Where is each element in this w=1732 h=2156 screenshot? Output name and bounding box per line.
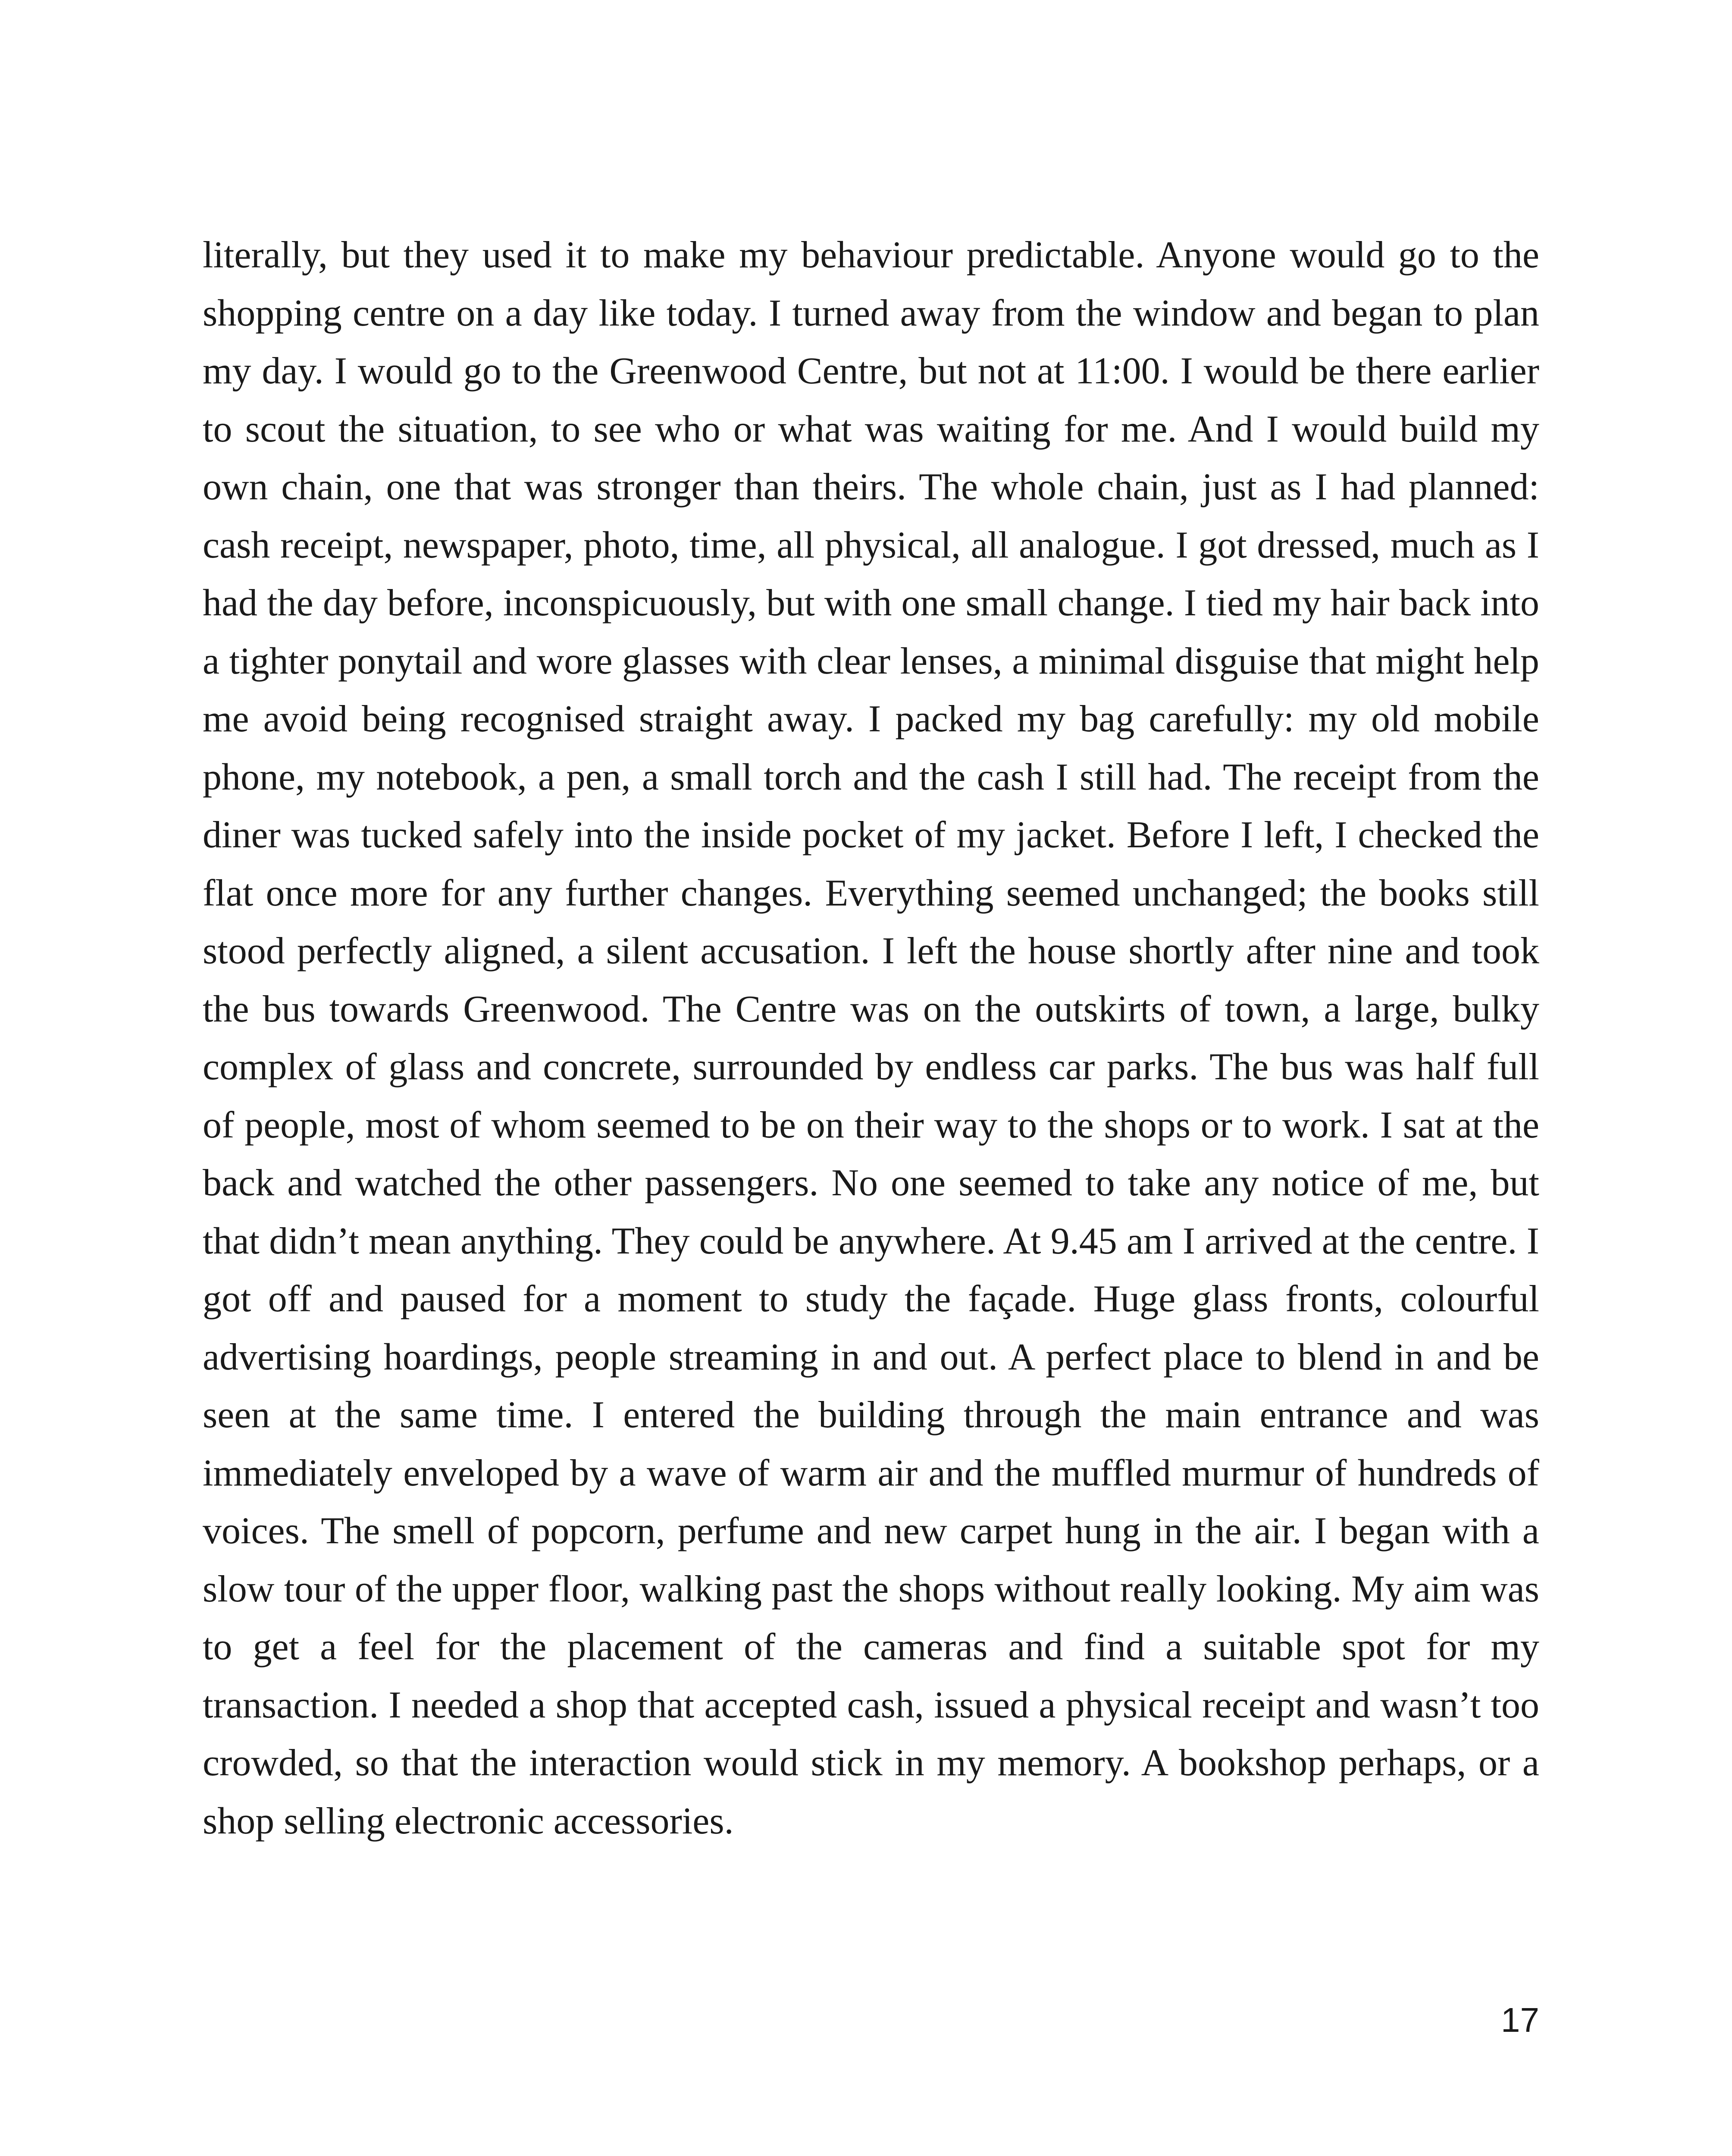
body-paragraph: literally, but they used it to make my behaviour predictable. Anyone would go to the shopping centre on a day like today. I turned away from the window and began to plan my day. I would go to the Greenwood Centre, but not at 11:00. I would be there earlier to scout the situation, to see who or what was waiting for me. And I would build my own chain, one that was stronger than theirs. The whole chain, just as I had planned: cash receipt, newspaper, photo, time, all physical, all analogue. I got dressed, much as I had the day before, inconspicuously, but with one small change. I tied my hair back into a tighter ponytail and wore glasses with clear lenses, a minimal disguise that might help me avoid being recognised straight away. I packed my bag carefully: my old mobile phone, my notebook, a pen, a small torch and the cash I still had. The receipt from the diner was tucked safely into the inside pocket of my jacket. Before I left, I checked the flat once more for any further changes. Everything seemed unchanged; the books still stood perfectly aligned, a silent accusation. I left the house shortly after nine and took the bus towards Greenwood. The Centre was on the outskirts of town, a large, bulky complex of glass and concrete, surrounded by endless car parks. The bus was half full of people, most of whom seemed to be on their way to the shops or to work. I sat at the back and watched the other passengers. No one seemed to take any notice of me, but that didn’t mean anything. They could be anywhere. At 9.45 am I arrived at the centre. I got off and paused for a moment to study the façade. Huge glass fronts, colourful advertising hoardings, people streaming in and out. A perfect place to blend in and be seen at the same time. I entered the building through the main entrance and was immediately enveloped by a wave of warm air and the muffled murmur of hundreds of voices. The smell of popcorn, perfume and new carpet hung in the air. I began with a slow tour of the upper floor, walking past the shops without really looking. My aim was to get a feel for the placement of the cameras and find a suitable spot for my transaction. I needed a shop that accepted cash, issued a physical receipt and wasn’t too crowded, so that the interaction would stick in my memory. A bookshop perhaps, or a shop selling electronic accessories.: [203, 234, 1539, 1842]
page-number: 17: [1501, 2001, 1539, 2039]
